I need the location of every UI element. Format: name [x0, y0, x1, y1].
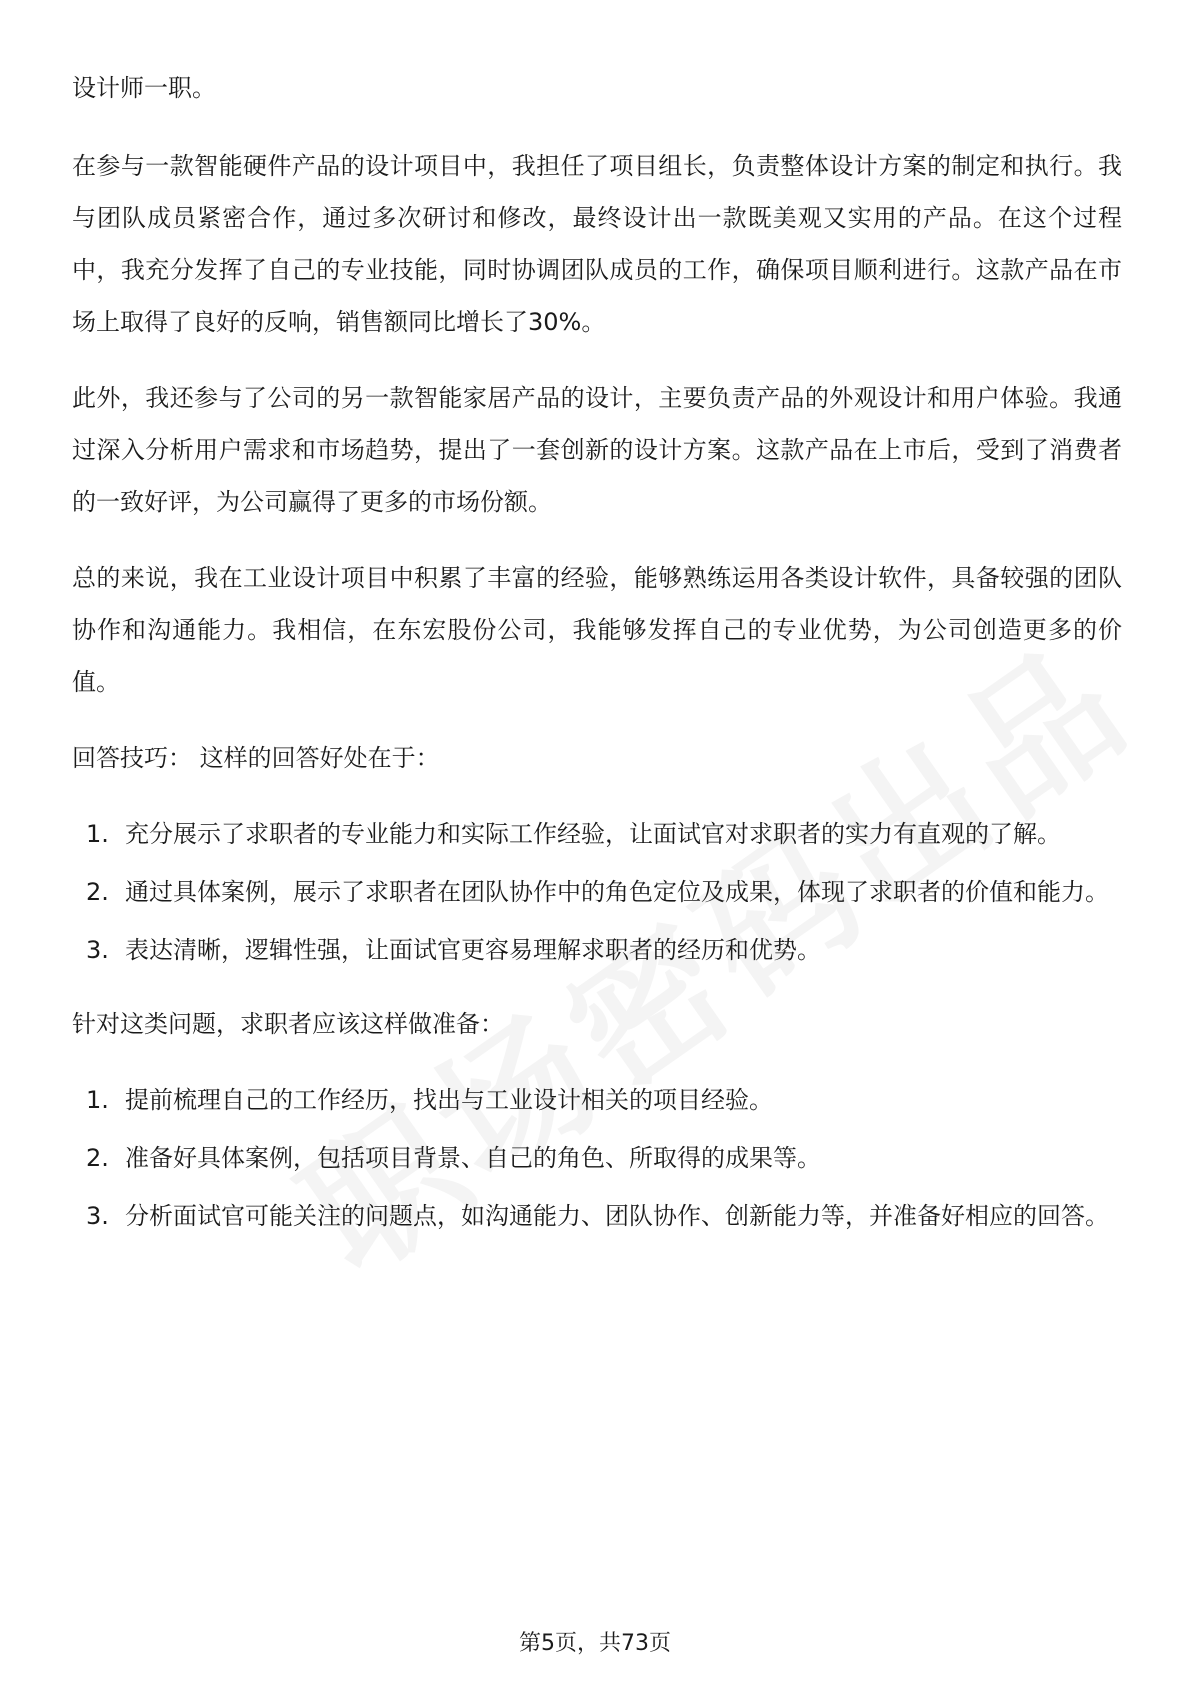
tips-list — [72, 808, 1122, 976]
page-number: 第5页，共73页 — [519, 1631, 671, 1656]
list-item: 3. 表达清晰，逻辑性强，让面试官更容易理解求职者的经历和优势。 — [86, 936, 821, 964]
paragraph-smart-home-project: 此外，我还参与了公司的另一款智能家居产品的设计，主要负责产品的外观设计和用户体验。我通过深入分析用户需求和市场趋势，提出了一套创新的设计方案。这款产品在上市后，受到了消费者的一致好评，为公司赢得了更多的市场份额。 — [72, 384, 1122, 516]
list-item: 1. 充分展示了求职者的专业能力和实际工作经验，让面试官对求职者的实力有直观的了解。 — [86, 820, 1061, 848]
prep-heading: 针对这类问题，求职者应该这样做准备： — [72, 1010, 504, 1038]
list-item: 2. 准备好具体案例，包括项目背景、自己的角色、所取得的成果等。 — [86, 1144, 821, 1172]
paragraph-summary: 总的来说，我在工业设计项目中积累了丰富的经验，能够熟练运用各类设计软件，具备较强的团队协作和沟通能力。我相信，在东宏股份公司，我能够发挥自己的专业优势，为公司创造更多的价值。 — [72, 564, 1122, 696]
list-item: 1. 提前梳理自己的工作经历，找出与工业设计相关的项目经验。 — [86, 1086, 773, 1114]
tips-heading: 回答技巧： 这样的回答好处在于： — [72, 744, 440, 772]
list-item: 3. 分析面试官可能关注的问题点，如沟通能力、团队协作、创新能力等，并准备好相应的回答。 — [86, 1202, 1109, 1230]
paragraph-intro-tail: 设计师一职。 — [72, 74, 216, 102]
prep-list — [72, 1074, 1122, 1242]
document-body — [72, 62, 1122, 1264]
paragraph-hardware-project: 在参与一款智能硬件产品的设计项目中，我担任了项目组长，负责整体设计方案的制定和执行。我与团队成员紧密合作，通过多次研讨和修改，最终设计出一款既美观又实用的产品。在这个过程中，我充分发挥了自己的专业技能，同时协调团队成员的工作，确保项目顺利进行。这款产品在市场上取得了良好的反响，销售额同比增长了30%。 — [72, 152, 1122, 336]
list-item: 2. 通过具体案例，展示了求职者在团队协作中的角色定位及成果，体现了求职者的价值和能力。 — [86, 878, 1109, 906]
